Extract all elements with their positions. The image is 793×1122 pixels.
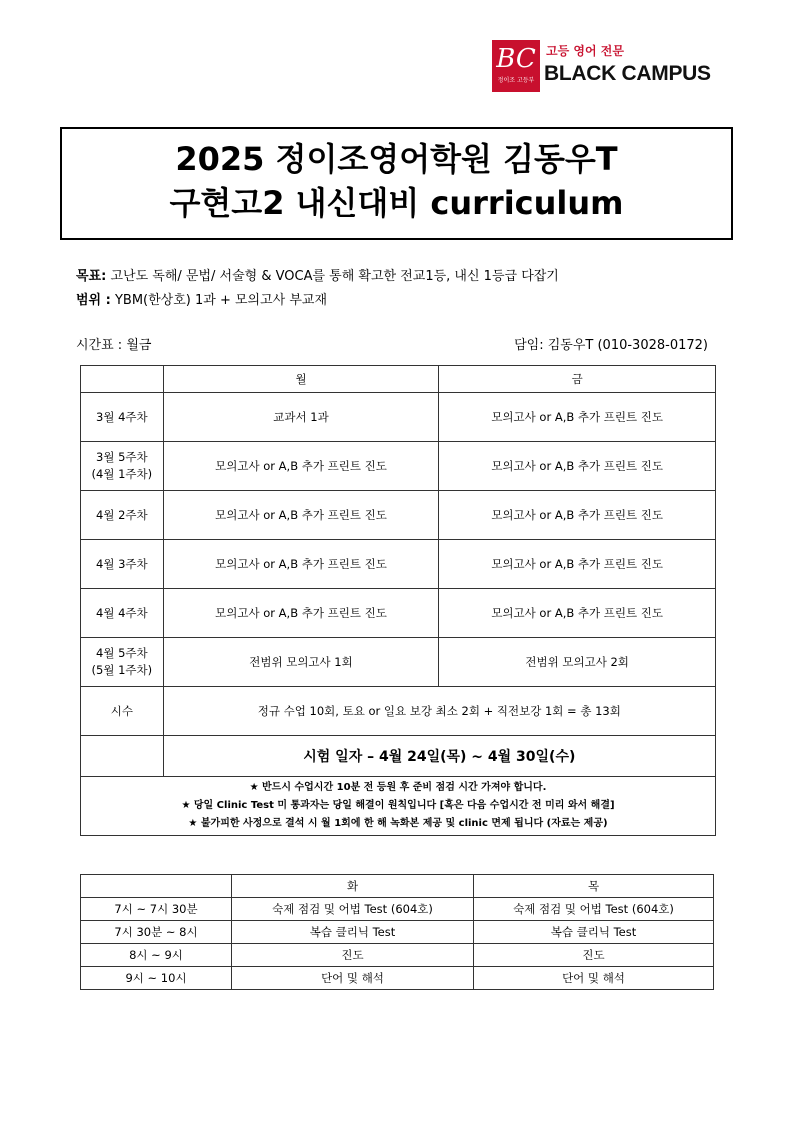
table-row: [81, 442, 716, 491]
week-cell: 4월 3주차: [81, 540, 164, 589]
week-cell: 4월 5주차 (5월 1주차): [81, 638, 164, 687]
table-row: [81, 491, 716, 540]
table-row: [81, 638, 716, 687]
fri-cell: 모의고사 or A,B 추가 프린트 진도: [439, 540, 716, 589]
goal-text: 고난도 독해/ 문법/ 서술형 & VOCA를 통해 확고한 전교1등, 내신 1등급 다잡기: [106, 269, 559, 284]
tue-cell: 단어 및 해석: [232, 967, 474, 990]
fri-cell: 모의고사 or A,B 추가 프린트 진도: [439, 589, 716, 638]
title-line-1: 2025 정이조영어학원 김동우T: [175, 140, 618, 178]
note-item: ★ 당일 Clinic Test 미 통과자는 당일 해결이 원칙입니다 [혹은 다음 수업시간 전 미리 와서 해결]: [181, 800, 615, 811]
logo-mark-subtitle: 정이조 고등부: [497, 77, 535, 84]
time-cell: 7시 30분 ~ 8시: [81, 921, 232, 944]
time-cell: 9시 ~ 10시: [81, 967, 232, 990]
mon-cell: 전범위 모의고사 1회: [163, 638, 439, 687]
header-cell-mon: 월: [163, 366, 439, 393]
time-cell: 8시 ~ 9시: [81, 944, 232, 967]
week-cell: 4월 2주차: [81, 491, 164, 540]
scope-line: [76, 289, 327, 308]
mon-cell: 모의고사 or A,B 추가 프린트 진도: [163, 540, 439, 589]
title-line-2: 구현고2 내신대비 curriculum: [169, 184, 624, 222]
table-row: [81, 944, 714, 967]
exam-date: 시험 일자 – 4월 24일(목) ~ 4월 30일(수): [163, 736, 715, 777]
scope-label: 범위 :: [76, 293, 111, 308]
logo-tagline: 고등 영어 전문: [546, 44, 624, 58]
teacher-contact: 담임: 김동우T (010-3028-0172): [514, 338, 708, 353]
notes-row: [81, 777, 716, 836]
fri-cell: 모의고사 or A,B 추가 프린트 진도: [439, 393, 716, 442]
fri-cell: 모의고사 or A,B 추가 프린트 진도: [439, 442, 716, 491]
header-cell-empty: [81, 875, 232, 898]
header-cell-empty: [81, 366, 164, 393]
week-cell: 3월 5주차 (4월 1주차): [81, 442, 164, 491]
table-row: [81, 540, 716, 589]
hours-label: 시수: [81, 687, 164, 736]
goal-label: 목표:: [76, 269, 107, 284]
note-item: ★ 반드시 수업시간 10분 전 등원 후 준비 점검 시간 가져야 합니다.: [249, 782, 547, 793]
thu-cell: 진도: [474, 944, 714, 967]
week-cell: 4월 4주차: [81, 589, 164, 638]
mon-cell: 모의고사 or A,B 추가 프린트 진도: [163, 589, 439, 638]
tue-cell: 숙제 점검 및 어법 Test (604호): [232, 898, 474, 921]
curriculum-table: [80, 365, 716, 836]
scope-text: YBM(한상호) 1과 + 모의고사 부교재: [110, 293, 328, 308]
header-cell-thu: 목: [474, 875, 714, 898]
notes-cell: [81, 777, 716, 836]
logo-mark: [492, 40, 540, 92]
table-row: [81, 921, 714, 944]
tue-cell: 복습 클리닉 Test: [232, 921, 474, 944]
title-box: [60, 127, 733, 240]
header-cell-fri: 금: [439, 366, 716, 393]
logo-monogram: BC: [496, 44, 536, 74]
schedule-label: 시간표 : 월금: [76, 338, 152, 353]
note-item: ★ 불가피한 사정으로 결석 시 월 1회에 한 해 녹화본 제공 및 clinic 면제 됩니다 (자료는 제공): [188, 818, 608, 829]
week-cell: 3월 4주차: [81, 393, 164, 442]
time-cell: 7시 ~ 7시 30분: [81, 898, 232, 921]
fri-cell: 모의고사 or A,B 추가 프린트 진도: [439, 491, 716, 540]
logo-name: BLACK CAMPUS: [544, 62, 711, 85]
exam-label-empty: [81, 736, 164, 777]
fri-cell: 전범위 모의고사 2회: [439, 638, 716, 687]
hours-text: 정규 수업 10회, 토요 or 일요 보강 최소 2회 + 직전보강 1회 = 총 13회: [163, 687, 715, 736]
table-row: [81, 967, 714, 990]
exam-row: [81, 736, 716, 777]
goal-line: [76, 265, 559, 284]
brand-logo: [492, 40, 722, 92]
timetable-header-row: [81, 875, 714, 898]
mon-cell: 교과서 1과: [163, 393, 439, 442]
hours-row: [81, 687, 716, 736]
table-row: [81, 589, 716, 638]
thu-cell: 복습 클리닉 Test: [474, 921, 714, 944]
tue-cell: 진도: [232, 944, 474, 967]
mon-cell: 모의고사 or A,B 추가 프린트 진도: [163, 442, 439, 491]
mon-cell: 모의고사 or A,B 추가 프린트 진도: [163, 491, 439, 540]
table-row: [81, 393, 716, 442]
thu-cell: 숙제 점검 및 어법 Test (604호): [474, 898, 714, 921]
table-row: [81, 898, 714, 921]
thu-cell: 단어 및 해석: [474, 967, 714, 990]
header-cell-tue: 화: [232, 875, 474, 898]
timetable-table: [80, 874, 714, 990]
table-header-row: [81, 366, 716, 393]
